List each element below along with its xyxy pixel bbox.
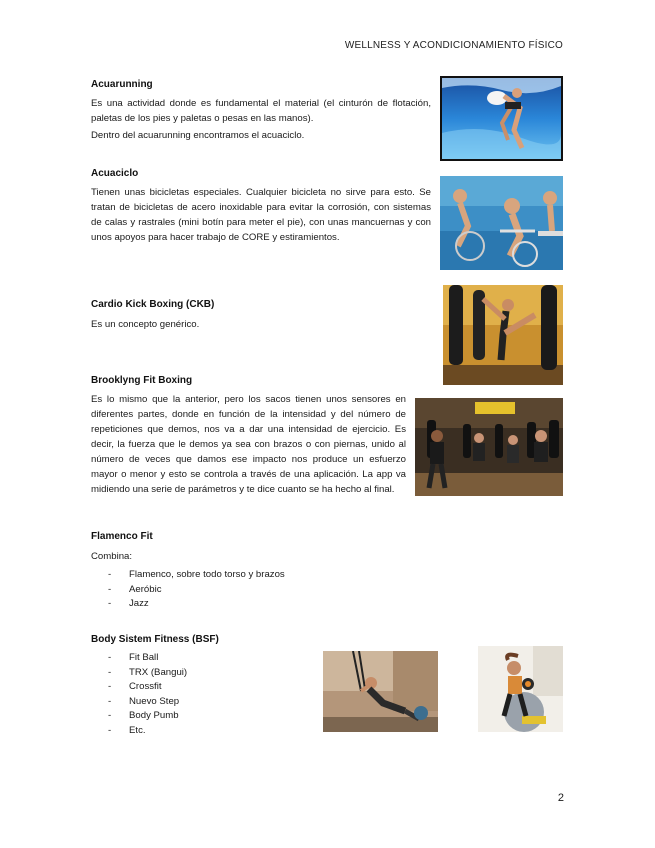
- flamenco-intro: Combina:: [91, 551, 133, 562]
- list-item: - Aeróbic: [108, 583, 285, 598]
- acuarunning-title: Acuarunning: [91, 79, 153, 90]
- running-header: WELLNESS Y ACONDICIONAMIENTO FÍSICO: [344, 40, 563, 51]
- flamenco-list: [108, 568, 285, 612]
- fit-boxing-gym-photo: [415, 398, 563, 496]
- list-item: - TRX (Bangui): [108, 666, 187, 681]
- brooklyn-paragraph: Es lo mismo que la anterior, pero los sacos tienen unos sensores en diferentes partes, donde en función de la intensidad y del número de repeticiones que demos, nos va a dar una intensidad de ejercicio. Es decir, la fuerza que le demos ya sea con brazos o con piernas, unido al número de veces que damos ese impacto nos produce un esfuerzo mayor o menor y esto se controla a través de una aplicación. La app va midiendo una serie de parámetros y te dice cuanto se ha hecho al final.: [91, 394, 406, 495]
- acuaciclo-paragraph: Tienen unas bicicletas especiales. Cualquier bicicleta no sirve para esto. Se tratan de bicicletas de acero inoxidable para evitar la corrosión, con sistemas de calas y rastrales (mini botín para meter el pie), con unas mancuernas y con unos apoyos para hacer trabajo de CORE y estiramientos.: [91, 187, 431, 243]
- fitball-training-photo: [478, 646, 563, 732]
- ckb-paragraph: Es un concepto genérico.: [91, 319, 200, 330]
- list-item: - Flamenco, sobre todo torso y brazos: [108, 568, 285, 583]
- flamenco-title: Flamenco Fit: [91, 531, 153, 542]
- ckb-title: Cardio Kick Boxing (CKB): [91, 299, 215, 310]
- acuaciclo-title: Acuaciclo: [91, 168, 139, 179]
- list-item: - Body Pumb: [108, 709, 187, 724]
- list-item: - Nuevo Step: [108, 695, 187, 710]
- aquarunning-photo: [440, 76, 563, 161]
- acuarunning-paragraph-2: Dentro del acuarunning encontramos el acuaciclo.: [91, 130, 305, 141]
- list-item: - Etc.: [108, 724, 187, 739]
- acuarunning-paragraph: Es una actividad donde es fundamental el material (el cinturón de flotación, paletas de los pies y paletas o pesas en las manos).: [91, 98, 431, 124]
- brooklyn-title: Brooklyng Fit Boxing: [91, 375, 193, 386]
- kickboxing-photo: [443, 285, 563, 385]
- aquacycling-photo: [440, 176, 563, 270]
- list-item: - Jazz: [108, 597, 285, 612]
- page-number: 2: [557, 792, 564, 804]
- bsf-list: [108, 651, 187, 739]
- list-item: - Crossfit: [108, 680, 187, 695]
- bsf-title: Body Sistem Fitness (BSF): [91, 634, 219, 645]
- list-item: - Fit Ball: [108, 651, 187, 666]
- trx-training-photo: [323, 651, 438, 732]
